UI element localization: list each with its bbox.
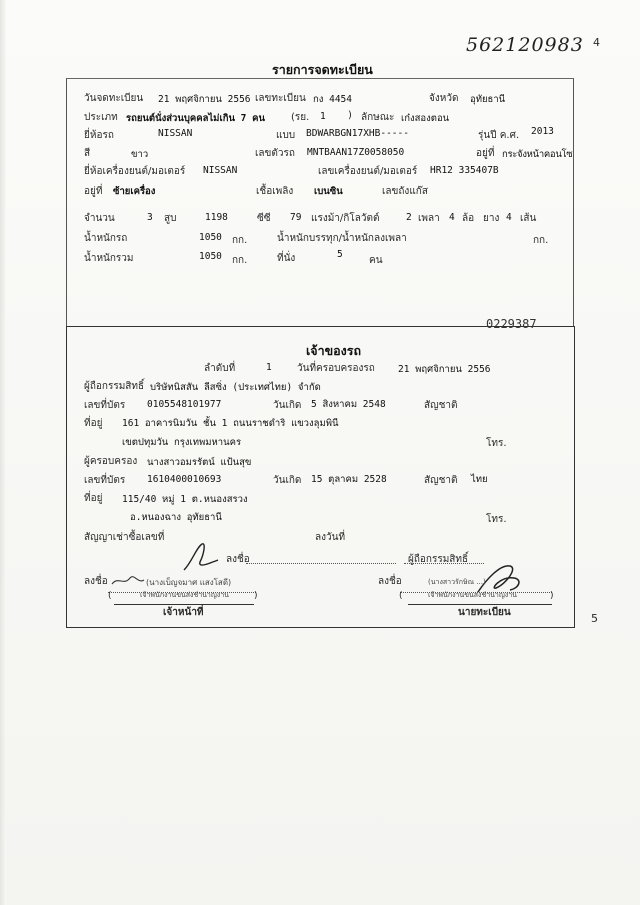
cyl-label: สูบ [164,213,177,224]
tires: 4 [506,212,512,223]
owner-title: เจ้าของรถ [306,343,362,358]
reg-date-label: วันจดทะเบียน [84,93,144,104]
owner-sig-label: ลงชื่อ [226,554,250,565]
reg-no-label: เลขทะเบียน [255,93,306,104]
color-label: สี [84,148,91,159]
owner-id-label: เลขที่บัตร [84,400,126,411]
owner-tel-label: โทร. [486,438,507,449]
cylinders: 3 [147,212,153,223]
wheels: 4 [449,212,455,223]
poss-dob-label: วันเกิด [273,475,302,486]
owner-sig-title: ผู้ถือกรรมสิทธิ์ [408,554,469,565]
fuel: เบนซิน [314,186,343,197]
brand: NISSAN [158,128,193,139]
order: 1 [266,362,272,373]
rs-close: ) [348,110,352,121]
possession-date-label: วันที่ครอบครองรถ [297,363,375,374]
axles-label: เพลา [418,213,440,224]
year-label: รุ่นปี ค.ศ. [478,130,520,141]
owner-dob: 5 สิงหาคม 2548 [311,399,386,410]
owner-dob-label: วันเกิด [273,400,302,411]
owner-signature-scribble [178,540,228,574]
left-sig-label: ลงชื่อ [84,576,108,587]
hp: 79 [290,212,302,223]
fuel-label: เชื้อเพลิง [256,186,294,197]
lease-label: สัญญาเช่าซื้อเลขที่ [84,532,165,543]
wheels-label: ล้อ [462,213,475,224]
owner-addr1: 161 อาคารนิมวัน ชั้น 1 ถนนราชดำริ แขวงลุมพินี [122,418,339,429]
weight: 1050 [199,232,222,243]
load-label: น้ำหนักบรรทุก/น้ำหนักลงเพลา [277,233,407,244]
stamp-number: 0229387 [486,317,537,331]
engine-no: HR12 335407B [430,165,499,176]
page-number-top: 4 [593,36,600,49]
axles: 2 [406,212,412,223]
reg-no: กง 4454 [313,94,352,105]
model: BDWARBGN17XHB----- [306,128,409,139]
owner-label: ผู้ถือกรรมสิทธิ์ [84,381,145,392]
owner-name: บริษัทนิสสัน ลีสซิ่ง (ประเทศไทย) จำกัด [150,382,321,393]
load-unit: กก. [533,235,549,246]
tires-label: ยาง [483,213,500,224]
right-paren-close: ) [550,591,554,601]
chassis-loc-label: อยู่ที่ [476,148,495,159]
chassis: MNTBAAN17Z0058050 [307,147,405,158]
gross: 1050 [199,251,222,262]
type-value: รถยนต์นั่งส่วนบุคคลไม่เกิน 7 คน [126,113,265,124]
engine-loc: ซ้ายเครื่อง [113,186,156,197]
weight-unit: กก. [232,235,248,246]
right-role: นายทะเบียน [458,607,511,618]
possessor-label: ผู้ครอบครอง [84,456,138,467]
type-label: ประเภท [84,112,118,123]
gas-tank-label: เลขถังแก๊ส [382,186,428,197]
seats: 5 [337,249,343,260]
poss-nat: ไทย [471,474,488,485]
engine-loc-label: อยู่ที่ [84,186,103,197]
poss-id-label: เลขที่บัตร [84,475,126,486]
owner-sig-line [246,563,396,564]
left-role: เจ้าหน้าที่ [163,607,204,618]
engine-no-label: เลขเครื่องยนต์/มอเตอร์ [318,166,418,177]
engine-brand: NISSAN [203,165,238,176]
scan-edge-shadow [0,0,6,905]
owner-id: 0105548101977 [147,399,222,410]
page-number-bottom: 5 [591,612,598,625]
engine-brand-label: ยี่ห้อเครื่องยนต์/มอเตอร์ [84,166,186,177]
frame-left-upper [66,78,67,326]
poss-addr2: อ.หนองฉาง อุทัยธานี [130,512,222,523]
rs-label: (รย. [291,112,310,123]
year: 2013 [531,126,554,137]
handwritten-number: 562120983 [466,34,584,56]
poss-dob: 15 ตุลาคม 2528 [311,474,387,485]
poss-addr1: 115/40 หมู่ 1 ต.หนองสรวง [122,494,248,505]
possession-date: 21 พฤศจิกายน 2556 [398,364,491,375]
owner-addr2: เขตปทุมวัน กรุงเทพมหานคร [122,437,242,448]
model-label: แบบ [276,130,296,141]
right-paren-open: ( [399,591,403,601]
province-label: จังหวัด [429,93,459,104]
seats-label: ที่นั่ง [277,253,296,264]
color: ขาว [131,149,149,160]
owner-nat-label: สัญชาติ [424,400,458,411]
left-paren-close: ) [254,591,258,601]
chassis-loc: กระจังหน้าคอนโซ [502,149,573,160]
right-name-stamp: (นางสาวรักษิณ ...) [428,578,486,586]
left-paren-open: ( [108,591,112,601]
tires-unit: เส้น [520,213,537,224]
cc-label: ซีซี [257,213,271,224]
poss-id: 1610400010693 [147,474,222,485]
style-label: ลักษณะ [361,112,395,123]
poss-addr-label: ที่อยู่ [84,493,103,504]
page-title: รายการจดทะเบียน [272,62,373,77]
left-signature-scribble [108,568,148,590]
brand-label: ยี่ห้อรถ [84,130,114,141]
rs-value: 1 [320,111,326,122]
hp-label: แรงม้า/กิโลวัตต์ [311,213,380,224]
poss-tel-label: โทร. [486,514,507,525]
province: อุทัยธานี [470,94,506,105]
chassis-label: เลขตัวรถ [255,148,295,159]
seats-unit: คน [369,255,383,266]
right-sig-label: ลงชื่อ [378,576,402,587]
possessor-name: นางสาวอมรรัตน์ แป้นสุข [147,457,252,468]
gross-unit: กก. [232,255,248,266]
lease-date-label: ลงวันที่ [315,532,346,543]
weight-label: น้ำหนักรถ [84,233,128,244]
frame-top-upper [66,78,574,79]
order-label: ลำดับที่ [204,363,236,374]
owner-addr-label: ที่อยู่ [84,418,103,429]
left-position-stamp: เจ้าพนักงานขนส่งชำนาญงาน [140,591,229,599]
left-name-stamp: (นางเบ็ญจมาศ แสงโสดี) [146,578,232,587]
right-position-stamp: เจ้าพนักงานขนส่งชำนาญงาน [428,591,517,599]
poss-nat-label: สัญชาติ [424,475,458,486]
gross-label: น้ำหนักรวม [84,253,134,264]
cc: 1198 [205,212,228,223]
reg-date: 21 พฤศจิกายน 2556 [158,94,251,105]
frame-right-upper [573,78,574,326]
style-value: เก๋งสองตอน [401,113,450,124]
count-label: จำนวน [84,213,115,224]
